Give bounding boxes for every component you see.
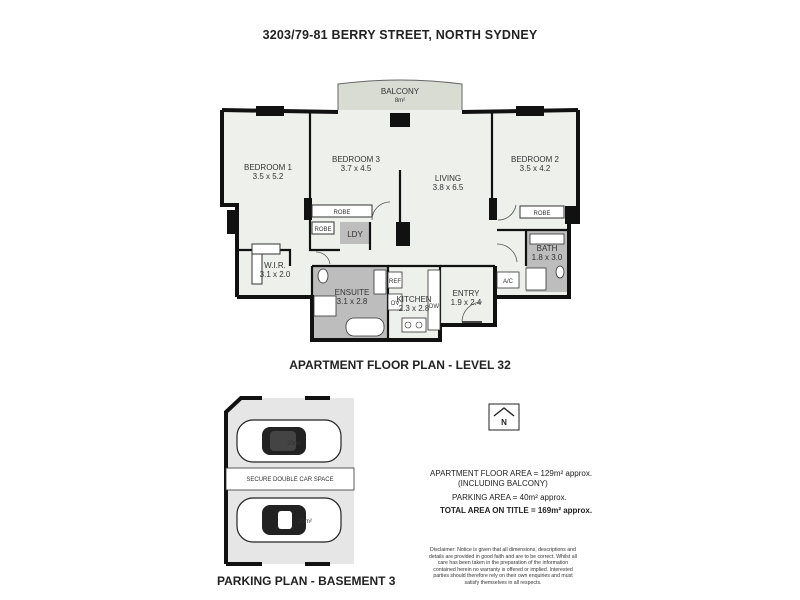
ensuite-size: 3.1 x 2.8 <box>336 297 368 306</box>
disclaimer: Disclaimer: Notice is given that all dimensions, descriptions and details are provided in good faith and are to be correct. Whilst all care has been taken in the preparation of the information contained herein no warranty is offered or implied. Interested parties should therefore rely on their own enquiries and must satisfy themselves in all respects. <box>429 547 577 586</box>
ensuite-vanity <box>374 270 386 294</box>
ac-label: A/C <box>502 279 514 285</box>
entry-name: ENTRY <box>452 289 480 298</box>
robe-hall-label: ROBE <box>314 227 332 233</box>
robe-bed2-label: ROBE <box>533 211 551 217</box>
bath-toilet <box>556 266 564 278</box>
ensuite-shower <box>314 296 336 316</box>
bedroom1-name: BEDROOM 1 <box>243 163 293 172</box>
bedroom3-size: 3.7 x 4.5 <box>340 164 372 173</box>
laundry-label: LDY <box>347 230 363 239</box>
living-name: LIVING <box>434 174 462 183</box>
balcony-name: BALCONY <box>380 87 420 96</box>
kitchen-name: KITCHEN <box>396 295 432 304</box>
bedroom1-size: 3.5 x 5.2 <box>252 172 284 181</box>
fridge-label: REF <box>389 279 401 285</box>
ensuite-toilet <box>318 269 328 283</box>
apartment-area-line: APARTMENT FLOOR AREA = 129m² approx. <box>430 469 593 478</box>
total-area-line: TOTAL AREA ON TITLE = 169m² approx. <box>440 506 593 515</box>
bedroom3-name: BEDROOM 3 <box>331 155 381 164</box>
bedroom2-name: BEDROOM 2 <box>510 155 560 164</box>
dishwasher-label: DW <box>429 304 439 310</box>
apartment-area-note: (INCLUDING BALCONY) <box>458 479 548 488</box>
balcony-size: 8m² <box>394 98 406 104</box>
car-2 <box>237 498 341 542</box>
parking-area-line: PARKING AREA = 40m² approx. <box>452 493 567 502</box>
bath-shower <box>526 268 546 290</box>
wir-size: 3.1 x 2.0 <box>259 270 291 279</box>
bath-name: BATH <box>536 244 558 253</box>
wir-name: W.I.R. <box>264 261 286 270</box>
entry-size: 1.9 x 2.4 <box>450 298 482 307</box>
cooktop <box>402 318 426 332</box>
balcony-area <box>338 80 462 112</box>
wir-shelf-2 <box>252 254 262 284</box>
bedroom2-size: 3.5 x 4.2 <box>519 164 551 173</box>
property-title: 3203/79-81 BERRY STREET, NORTH SYDNEY <box>262 28 538 42</box>
wir-shelf <box>252 244 280 254</box>
compass-label: N <box>501 418 507 427</box>
parking-plan-caption: PARKING PLAN - BASEMENT 3 <box>217 574 396 588</box>
oven-label: OV <box>390 301 400 307</box>
kitchen-size: 2.3 x 2.8 <box>398 304 430 313</box>
living-size: 3.8 x 6.5 <box>432 183 464 192</box>
apartment-plan-caption: APARTMENT FLOOR PLAN - LEVEL 32 <box>289 358 511 372</box>
car2-area: 20m² <box>298 519 312 525</box>
robe-bed3-label: ROBE <box>333 210 351 216</box>
car1-area: 20m² <box>287 441 301 447</box>
parking-space-label: SECURE DOUBLE CAR SPACE <box>246 477 334 483</box>
bath-size: 1.8 x 3.0 <box>531 253 563 262</box>
ensuite-name: ENSUITE <box>334 288 370 297</box>
bathtub <box>346 318 384 336</box>
bath-vanity <box>530 234 564 244</box>
